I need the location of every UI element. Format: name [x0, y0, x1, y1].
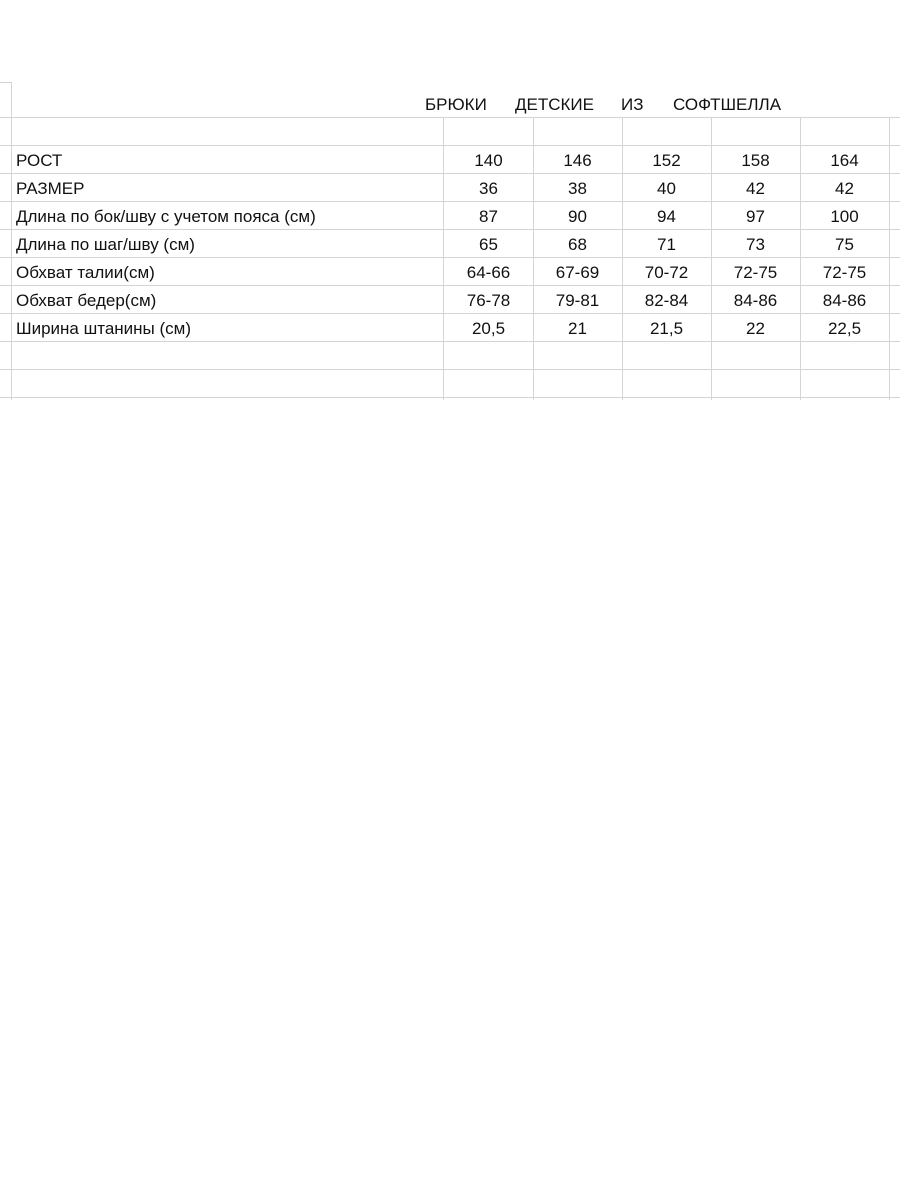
title-word-3: ИЗ	[621, 95, 644, 114]
row-label-side-seam-length: Длина по бок/шву с учетом пояса (см)	[16, 207, 316, 226]
cell-waist-1: 64-66	[466, 263, 511, 282]
row-label-size: РАЗМЕР	[16, 179, 85, 198]
cell-side-seam-2: 90	[568, 207, 587, 226]
title-word-4: СОФТШЕЛЛА	[673, 95, 782, 114]
cell-hips-3: 82-84	[644, 291, 689, 310]
cell-side-seam-5: 100	[830, 207, 859, 226]
cell-size-5: 42	[835, 179, 854, 198]
cell-inseam-3: 71	[657, 235, 676, 254]
cell-waist-3: 70-72	[644, 263, 689, 282]
cell-waist-2: 67-69	[555, 263, 600, 282]
cell-leg-width-1: 20,5	[471, 319, 506, 338]
cell-size-2: 38	[568, 179, 587, 198]
cell-height-4: 158	[741, 151, 770, 170]
cell-leg-width-2: 21	[568, 319, 587, 338]
title-word-2: ДЕТСКИЕ	[515, 95, 594, 114]
cell-inseam-1: 65	[479, 235, 498, 254]
cell-hips-2: 79-81	[555, 291, 600, 310]
cell-height-3: 152	[652, 151, 681, 170]
spreadsheet-area	[0, 0, 900, 400]
gridlines	[0, 0, 900, 400]
row-label-waist: Обхват талии(см)	[16, 263, 155, 282]
row-label-leg-width: Ширина штанины (см)	[16, 319, 192, 338]
cell-leg-width-5: 22,5	[827, 319, 862, 338]
cell-hips-4: 84-86	[733, 291, 778, 310]
cell-hips-5: 84-86	[822, 291, 867, 310]
row-label-inseam-length: Длина по шаг/шву (см)	[16, 235, 195, 254]
cell-size-1: 36	[479, 179, 498, 198]
cell-waist-4: 72-75	[733, 263, 778, 282]
cell-size-3: 40	[657, 179, 676, 198]
cell-size-4: 42	[746, 179, 765, 198]
cell-height-2: 146	[563, 151, 592, 170]
cell-height-5: 164	[830, 151, 859, 170]
title-word-1: БРЮКИ	[425, 95, 487, 114]
cell-side-seam-3: 94	[657, 207, 676, 226]
cell-height-1: 140	[474, 151, 503, 170]
cell-hips-1: 76-78	[466, 291, 511, 310]
cell-inseam-4: 73	[746, 235, 765, 254]
row-label-height: РОСТ	[16, 151, 63, 170]
cell-leg-width-3: 21,5	[649, 319, 684, 338]
cell-waist-5: 72-75	[822, 263, 867, 282]
cell-side-seam-1: 87	[479, 207, 498, 226]
cell-inseam-5: 75	[835, 235, 854, 254]
row-label-hips: Обхват бедер(см)	[16, 291, 157, 310]
cell-inseam-2: 68	[568, 235, 587, 254]
cell-side-seam-4: 97	[746, 207, 765, 226]
cell-leg-width-4: 22	[746, 319, 765, 338]
